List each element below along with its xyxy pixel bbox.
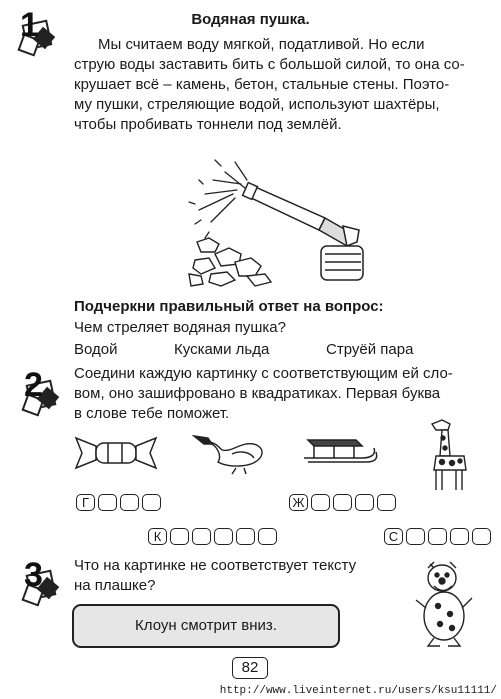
goose-picture[interactable]	[188, 428, 272, 476]
task-1-number: 1	[20, 6, 39, 44]
task-1-line: Мы считаем воду мягкой, податливой. Но если	[98, 36, 425, 53]
empty-cell[interactable]	[428, 528, 447, 545]
candy-picture[interactable]	[72, 432, 160, 472]
word-box-g[interactable]	[76, 494, 161, 511]
task-2-line: в слове тебе поможет.	[74, 405, 230, 422]
empty-cell[interactable]	[333, 494, 352, 511]
task-2-paragraph	[74, 364, 484, 424]
task-1-line: струю воды заставить бить с большой силой, то она со-	[74, 56, 465, 73]
empty-cell[interactable]	[192, 528, 211, 545]
task-2-line: Соедини каждую картинку с соответствующим ей сло-	[74, 365, 453, 382]
first-letter-cell: С	[384, 528, 403, 545]
word-box-s[interactable]	[384, 528, 491, 545]
task-1-line: крушает всё – камень, бетон, стальные стены. Поэто-	[74, 76, 450, 93]
task-3-line: на плашке?	[74, 577, 156, 594]
caption-plaque: Клоун смотрит вниз.	[72, 604, 340, 648]
empty-cell[interactable]	[472, 528, 491, 545]
first-letter-cell: Ж	[289, 494, 308, 511]
task-3-paragraph	[74, 556, 404, 596]
empty-cell[interactable]	[236, 528, 255, 545]
empty-cell[interactable]	[120, 494, 139, 511]
word-box-zh[interactable]	[289, 494, 396, 511]
empty-cell[interactable]	[214, 528, 233, 545]
task-2-line: вом, оно зашифровано в квадратиках. Первая буква	[74, 385, 441, 402]
answer-option[interactable]: Струёй пара	[326, 341, 414, 358]
answer-option[interactable]: Водой	[74, 341, 118, 358]
page-number: 82	[232, 657, 268, 679]
task-3-line: Что на картинке не соответствует тексту	[74, 557, 357, 574]
empty-cell[interactable]	[142, 494, 161, 511]
task-3-number: 3	[24, 556, 43, 594]
task-3-badge	[18, 556, 62, 604]
empty-cell[interactable]	[355, 494, 374, 511]
task-1-paragraph	[74, 35, 480, 135]
task-1-line: чтобы пробивать тоннели под землёй.	[74, 116, 342, 133]
task-2-number: 2	[24, 366, 43, 404]
empty-cell[interactable]	[311, 494, 330, 511]
first-letter-cell: Г	[76, 494, 95, 511]
answer-option[interactable]: Кусками льда	[174, 341, 270, 358]
sled-picture[interactable]	[300, 432, 380, 472]
empty-cell[interactable]	[406, 528, 425, 545]
first-letter-cell: К	[148, 528, 167, 545]
giraffe-picture[interactable]	[426, 416, 472, 494]
clown-picture[interactable]	[412, 560, 482, 650]
empty-cell[interactable]	[258, 528, 277, 545]
empty-cell[interactable]	[377, 494, 396, 511]
empty-cell[interactable]	[450, 528, 469, 545]
task-1-line: му пушки, стреляющие водой, используют шахтёры,	[74, 96, 440, 113]
empty-cell[interactable]	[170, 528, 189, 545]
task-2-badge	[18, 366, 62, 414]
footer-url[interactable]: http://www.liveinternet.ru/users/ksu11111/	[219, 685, 497, 697]
water-cannon-illustration	[175, 150, 375, 290]
task-1-question: Чем стреляет водяная пушка?	[74, 319, 286, 336]
task-1-instruction: Подчеркни правильный ответ на вопрос:	[74, 298, 384, 315]
task-1-title: Водяная пушка.	[191, 11, 310, 28]
empty-cell[interactable]	[98, 494, 117, 511]
word-box-k[interactable]	[148, 528, 277, 545]
